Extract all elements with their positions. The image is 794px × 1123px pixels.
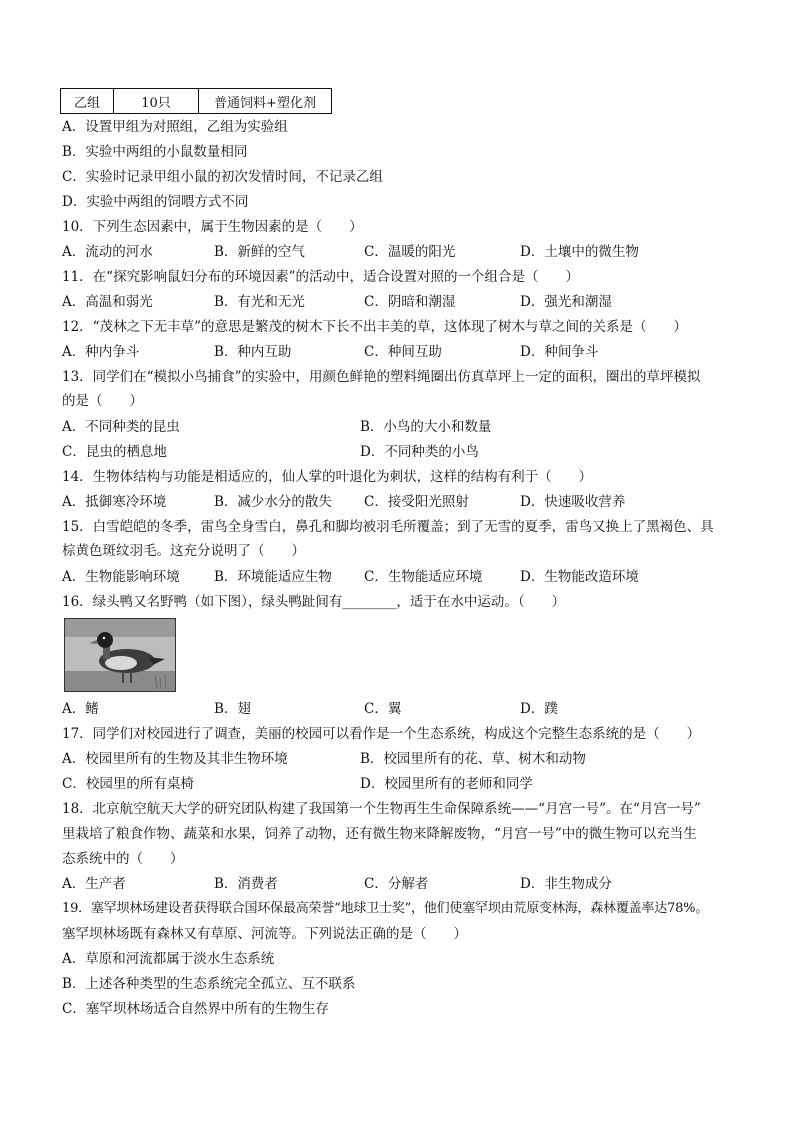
q12-stem: 12．“茂林之下无丰草”的意思是繁茂的树木下长不出丰美的草，这体现了树木与草之间的关系是（ ） — [62, 319, 687, 335]
q14-option-d: D．快速吸收营养 — [520, 494, 626, 510]
q10-option-b: B．新鲜的空气 — [214, 244, 305, 260]
q18-stem-line3: 态系统中的（ ） — [62, 851, 184, 867]
q13-option-a: A．不同种类的昆虫 — [62, 419, 180, 435]
q13-option-b: B．小鸟的大小和数量 — [360, 419, 492, 435]
table-cell-count: 10只 — [114, 89, 199, 114]
q10-option-a: A．流动的河水 — [62, 244, 153, 260]
table-row — [61, 89, 332, 114]
q9-option-b: B．实验中两组的小鼠数量相同 — [62, 144, 248, 160]
q18-option-b: B．消费者 — [214, 876, 278, 892]
q11-option-d: D．强光和潮湿 — [520, 294, 612, 310]
q17-option-c: C．校园里的所有桌椅 — [62, 776, 194, 792]
duck-illustration — [65, 619, 175, 691]
q15-option-b: B．环境能适应生物 — [214, 569, 332, 585]
q12-option-a: A．种内争斗 — [62, 344, 140, 360]
q15-stem-line2: 棕黄色斑纹羽毛。这充分说明了（ ） — [62, 543, 305, 559]
q10-option-d: D．土壤中的微生物 — [520, 244, 639, 260]
q17-option-b: B．校园里所有的花、草、树木和动物 — [360, 751, 586, 767]
table-cell-feed: 普通饲料+塑化剂 — [199, 89, 332, 114]
q15-option-c: C．生物能适应环境 — [364, 569, 483, 585]
q18-option-c: C．分解者 — [364, 876, 429, 892]
q17-option-d: D．校园里所有的老师和同学 — [360, 776, 533, 792]
q19-option-b: B．上述各种类型的生态系统完全孤立、互不联系 — [62, 976, 356, 992]
q17-option-a: A．校园里所有的生物及其非生物环境 — [62, 751, 288, 767]
q19-stem-line2: 塞罕坝林场既有森林又有草原、河流等。下列说法正确的是（ ） — [62, 926, 467, 942]
q9-option-c: C．实验时记录甲组小鼠的初次发情时间，不记录乙组 — [62, 169, 383, 185]
q9-option-d: D．实验中两组的饲喂方式不同 — [62, 194, 249, 210]
q19-stem-line1: 19．塞罕坝林场建设者获得联合国环保最高荣誉“地球卫士奖”，他们使塞罕坝由荒原变林海，森林覆盖率达78%。 — [62, 901, 709, 916]
q18-option-d: D．非生物成分 — [520, 876, 612, 892]
q19-option-c: C．塞罕坝林场适合自然界中所有的生物生存 — [62, 1001, 329, 1017]
q10-option-c: C．温暖的阳光 — [364, 244, 456, 260]
table-cell-group: 乙组 — [61, 89, 114, 114]
q16-option-c: C．翼 — [364, 701, 402, 717]
experiment-table — [60, 88, 332, 114]
q17-stem: 17．同学们对校园进行了调查，美丽的校园可以看作是一个生态系统，构成这个完整生态系统的是（ ） — [62, 726, 701, 742]
q13-stem-line2: 的是（ ） — [62, 393, 143, 409]
q15-stem-line1: 15．白雪皑皑的冬季，雷鸟全身雪白，鼻孔和脚均被羽毛所覆盖；到了无雪的夏季，雷鸟又换上了黑褐色、具 — [62, 519, 714, 535]
q15-option-a: A．生物能影响环境 — [62, 569, 180, 585]
q18-stem-line1: 18．北京航空航天大学的研究团队构建了我国第一个生物再生生命保障系统——“月宫一号”。在“月宫一号” — [62, 801, 701, 817]
q11-option-a: A．高温和弱光 — [62, 294, 153, 310]
q18-option-a: A．生产者 — [62, 876, 126, 892]
q16-stem: 16．绿头鸭又名野鸭（如下图），绿头鸭趾间有________，适于在水中运动。（ ） — [62, 594, 566, 610]
q16-option-a: A．鳍 — [62, 701, 99, 717]
q11-stem: 11．在“探究影响鼠妇分布的环境因素”的活动中，适合设置对照的一个组合是（ ） — [62, 269, 579, 285]
q14-option-c: C．接受阳光照射 — [364, 494, 469, 510]
q15-option-d: D．生物能改造环境 — [520, 569, 639, 585]
q14-option-a: A．抵御寒冷环境 — [62, 494, 167, 510]
mallard-duck-photo — [64, 618, 176, 692]
q14-stem: 14．生物体结构与功能是相适应的，仙人掌的叶退化为刺状，这样的结构有利于（ ） — [62, 469, 593, 485]
q13-option-d: D．不同种类的小鸟 — [360, 444, 479, 460]
q16-option-d: D．蹼 — [520, 701, 558, 717]
q13-stem-line1: 13．同学们在“模拟小鸟捕食”的实验中，用颜色鲜艳的塑料绳圈出仿真草坪上一定的面积，圈出的草坪模拟 — [62, 369, 701, 385]
q11-option-c: C．阴暗和潮湿 — [364, 294, 456, 310]
q10-stem: 10．下列生态因素中，属于生物因素的是（ ） — [62, 219, 363, 235]
q11-option-b: B．有光和无光 — [214, 294, 305, 310]
q12-option-c: C．种间互助 — [364, 344, 442, 360]
q13-option-c: C．昆虫的栖息地 — [62, 444, 167, 460]
q12-option-d: D．种间争斗 — [520, 344, 599, 360]
q18-stem-line2: 里栽培了粮食作物、蔬菜和水果，饲养了动物，还有微生物来降解废物，“月宫一号”中的微生物可以充当生 — [62, 826, 697, 842]
q14-option-b: B．减少水分的散失 — [214, 494, 332, 510]
q9-option-a: A．设置甲组为对照组，乙组为实验组 — [62, 119, 288, 135]
q16-option-b: B．翅 — [214, 701, 251, 717]
q19-option-a: A．草原和河流都属于淡水生态系统 — [62, 951, 275, 967]
q12-option-b: B．种内互助 — [214, 344, 292, 360]
